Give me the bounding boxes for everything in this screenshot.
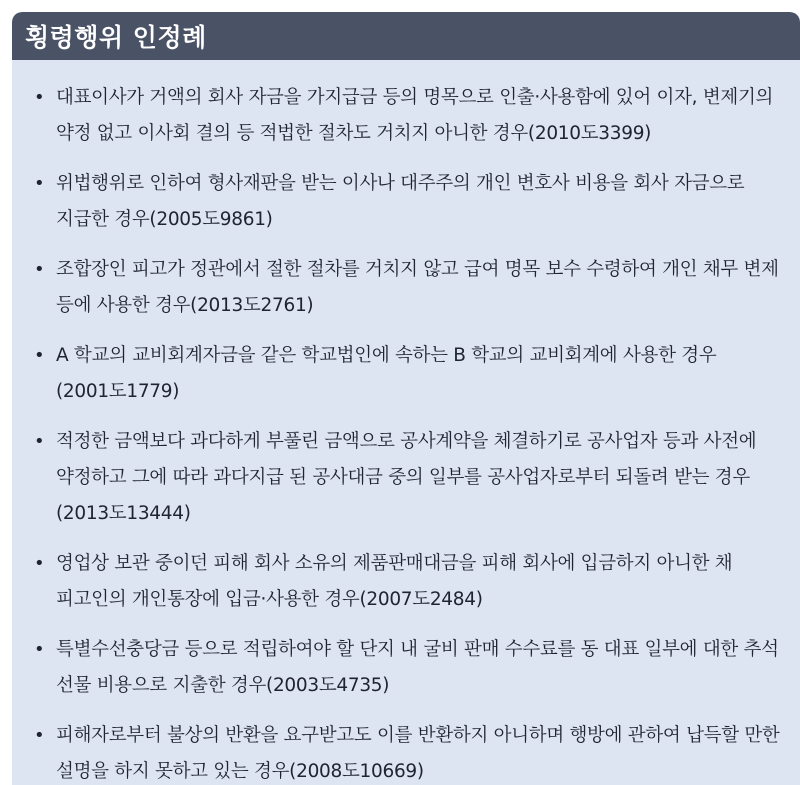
content-card	[12, 12, 800, 785]
list-item-text: 적정한 금액보다 과다하게 부풀린 금액으로 공사계약을 체결하기로 공사업자 등과 사전에 약정하고 그에 따라 과다지급 된 공사대금 중의 일부를 공사업자로부터 되돌려 받는 경우(2013도13444)	[56, 431, 757, 524]
list-item	[34, 166, 782, 238]
list-item	[34, 632, 782, 704]
header-bar	[12, 12, 800, 60]
bullet-icon: •	[34, 259, 45, 280]
bullet-icon: •	[34, 639, 45, 660]
list-item	[34, 718, 782, 785]
list-item-text: 위법행위로 인하여 형사재판을 받는 이사나 대주주의 개인 변호사 비용을 회사 자금으로 지급한 경우(2005도9861)	[56, 173, 745, 230]
list-item	[34, 424, 782, 532]
page-title: 횡령행위 인정례	[25, 23, 207, 52]
list-item	[34, 252, 782, 324]
list-item-text: 피해자로부터 불상의 반환을 요구받고도 이를 반환하지 아니하며 행방에 관하여 납득할 만한 설명을 하지 못하고 있는 경우(2008도10669)	[56, 725, 780, 782]
list-item	[34, 80, 782, 152]
bullet-icon: •	[34, 431, 45, 452]
list-item-text: 조합장인 피고가 정관에서 절한 절차를 거치지 않고 급여 명목 보수 수령하여 개인 채무 변제 등에 사용한 경우(2013도2761)	[56, 259, 779, 316]
list-item-text: A 학교의 교비회계자금을 같은 학교법인에 속하는 B 학교의 교비회계에 사용한 경우(2001도1779)	[56, 345, 717, 402]
bullet-icon: •	[34, 345, 45, 366]
list-item-text: 대표이사가 거액의 회사 자금을 가지급금 등의 명목으로 인출·사용함에 있어 이자, 변제기의 약정 없고 이사회 결의 등 적법한 절차도 거치지 아니한 경우(2010도3399)	[56, 87, 774, 144]
bullet-icon: •	[34, 553, 45, 574]
bullet-icon: •	[34, 87, 45, 108]
bullet-icon: •	[34, 725, 45, 746]
list-item-text: 특별수선충당금 등으로 적립하여야 할 단지 내 굴비 판매 수수료를 동 대표 일부에 대한 추석 선물 비용으로 지출한 경우(2003도4735)	[56, 639, 779, 696]
list-item	[34, 338, 782, 410]
case-list	[12, 60, 800, 785]
bullet-icon: •	[34, 173, 45, 194]
list-item	[34, 546, 782, 618]
list-item-text: 영업상 보관 중이던 피해 회사 소유의 제품판매대금을 피해 회사에 입금하지 아니한 채 피고인의 개인통장에 입금·사용한 경우(2007도2484)	[56, 553, 733, 610]
